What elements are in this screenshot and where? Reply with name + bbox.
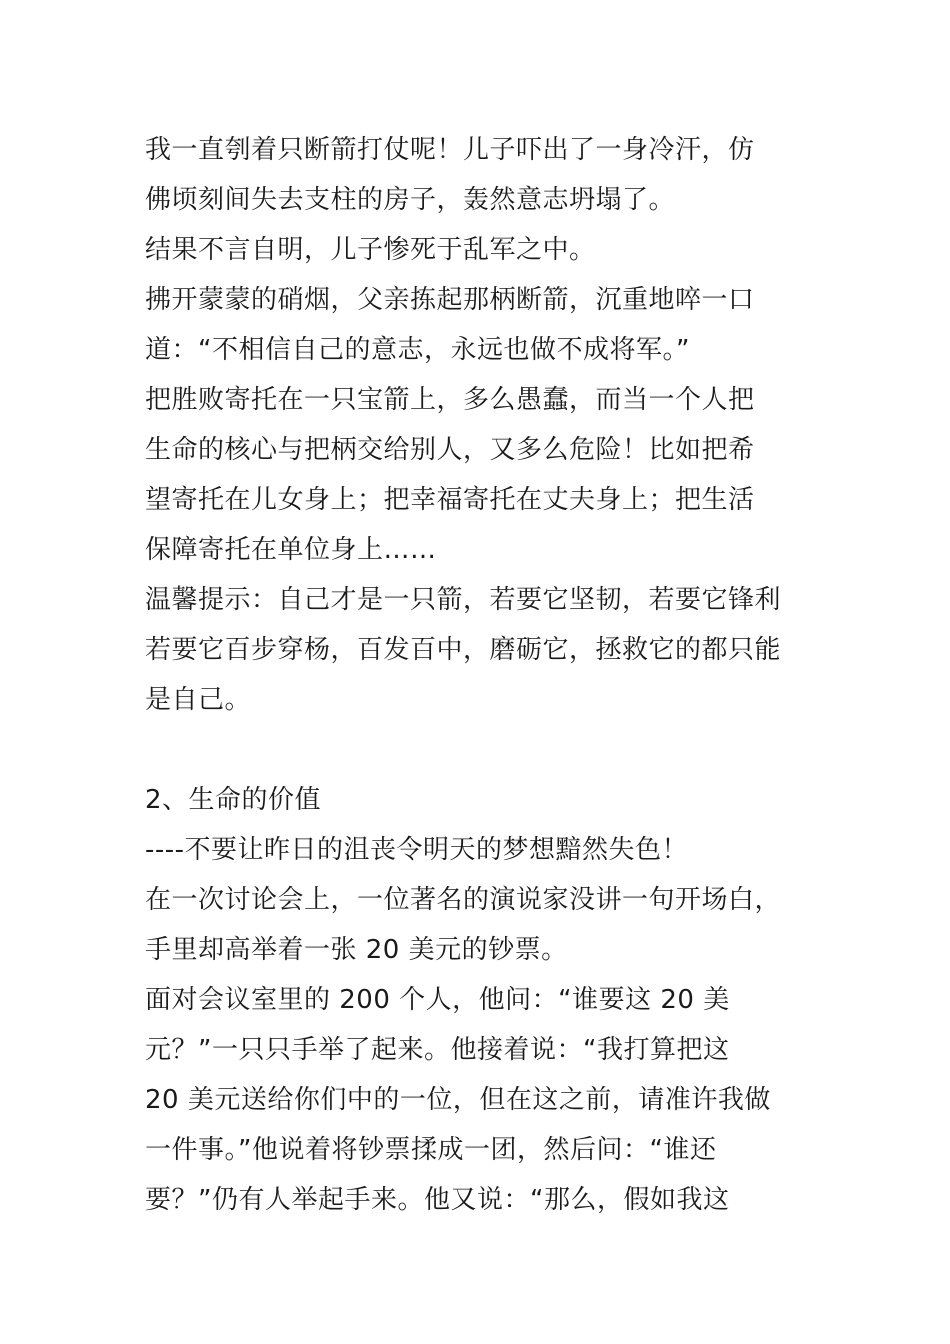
text-line: 元？”一只只手举了起来。他接着说：“我打算把这 <box>145 1035 730 1065</box>
text-line: 把胜败寄托在一只宝箭上，多么愚蠢，而当一个人把 <box>145 385 755 415</box>
text-line: 佛顷刻间失去支柱的房子，轰然意志坍塌了。 <box>145 185 676 215</box>
text-line: 温馨提示：自己才是一只箭，若要它坚韧，若要它锋利 <box>145 585 782 615</box>
text-line: 手里却高举着一张 20 美元的钞票。 <box>145 935 568 965</box>
text-line: 我一直刳着只断箭打仗呢！儿子吓出了一身冷汗，仿 <box>145 135 755 165</box>
text-line: 20 美元送给你们中的一位，但在这之前，请准许我做 <box>145 1085 771 1115</box>
text-line: 面对会议室里的 200 个人，他问：“谁要这 20 美 <box>145 985 730 1015</box>
text-line: 在一次讨论会上，一位著名的演说家没讲一句开场白， <box>145 885 782 915</box>
text-line: 若要它百步穿杨，百发百中，磨砺它，拯救它的都只能 <box>145 635 782 665</box>
section-heading: 2、生命的价值 <box>145 785 322 815</box>
text-line: 道：“不相信自己的意志，永远也做不成将军。” <box>145 335 690 365</box>
section-subtitle: ----不要让昨日的沮丧令明天的梦想黯然失色！ <box>145 835 689 865</box>
text-line: 望寄托在儿女身上；把幸福寄托在丈夫身上；把生活 <box>145 485 755 515</box>
text-line: 结果不言自明，儿子惨死于乱军之中。 <box>145 235 596 265</box>
text-line: 生命的核心与把柄交给别人，又多么危险！比如把希 <box>145 435 755 465</box>
text-line: 是自己。 <box>145 685 252 715</box>
text-line: 拂开蒙蒙的硝烟，父亲拣起那柄断箭，沉重地啐一口 <box>145 285 755 315</box>
text-line: 保障寄托在单位身上…… <box>145 535 437 565</box>
text-line: 一件事。”他说着将钞票揉成一团，然后问：“谁还 <box>145 1135 717 1165</box>
text-line: 要？”仍有人举起手来。他又说：“那么，假如我这 <box>145 1185 730 1215</box>
